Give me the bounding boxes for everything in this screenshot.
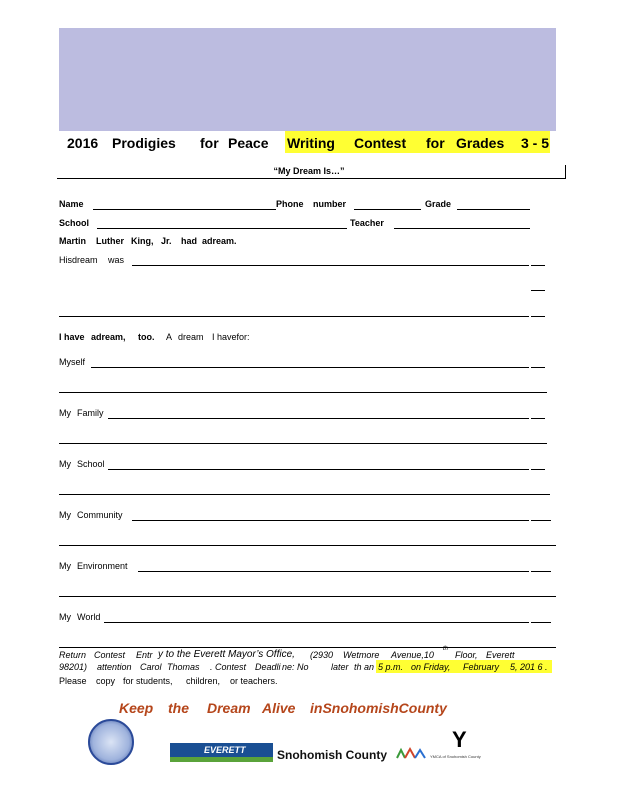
footer-text: later	[331, 662, 349, 672]
section-label-environment: Environment	[77, 561, 128, 571]
deadline-text: 5, 201 6 .	[510, 662, 548, 672]
phone-label: Phone	[276, 199, 304, 209]
section-label-school: School	[77, 459, 105, 469]
title-word: Peace	[228, 135, 269, 151]
school-line[interactable]	[59, 494, 550, 495]
page-title	[59, 131, 556, 153]
footer-text: Please	[59, 676, 87, 686]
intro-word: too.	[138, 332, 155, 342]
family-line[interactable]	[59, 443, 547, 444]
deadline-text: 5 p.m.	[378, 662, 404, 672]
title-word: Prodigies	[112, 135, 176, 151]
line-end	[531, 290, 545, 291]
footer-text: Contest	[94, 650, 126, 660]
intro-word: adream.	[202, 236, 237, 246]
section-label-world: World	[77, 612, 101, 622]
phone-label: number	[313, 199, 347, 209]
section-label-myself: Myself	[59, 357, 86, 367]
section-label-school: My	[59, 459, 71, 469]
name-label: Name	[59, 199, 84, 209]
line-end	[531, 520, 551, 521]
footer-text: Entr	[136, 650, 153, 660]
phone-field[interactable]	[354, 209, 421, 210]
footer-text: Floor,	[455, 650, 478, 660]
slogan-word: Dream	[207, 700, 251, 716]
line-end	[531, 265, 545, 266]
county-houses-icon	[396, 746, 426, 760]
footer-text: ne: No	[282, 662, 309, 672]
footer-text: 98201)	[59, 662, 88, 672]
footer-text: Deadli	[255, 662, 281, 672]
community-line[interactable]	[132, 520, 529, 521]
title-year: 2016	[67, 135, 99, 151]
line-end	[531, 571, 551, 572]
line-end	[531, 418, 545, 419]
everett-logo-stripe	[170, 757, 273, 762]
world-line[interactable]	[104, 622, 529, 623]
footer-text: Avenue,10	[391, 650, 434, 660]
footer-text: th an	[354, 662, 375, 672]
school-line[interactable]	[108, 469, 529, 470]
intro-word: I have	[59, 332, 85, 342]
title-word: Writing	[287, 135, 335, 151]
intro-word: adream,	[91, 332, 126, 342]
section-label-community: Community	[77, 510, 123, 520]
footer-text: for students,	[123, 676, 173, 686]
family-line[interactable]	[108, 418, 529, 419]
myself-line[interactable]	[59, 392, 547, 393]
divider	[565, 165, 566, 179]
deadline-text: February	[463, 662, 500, 672]
intro-word: A	[166, 332, 173, 342]
header-banner	[59, 28, 556, 131]
myself-line[interactable]	[91, 367, 529, 368]
city-seal-logo	[88, 719, 134, 765]
his-dream-label: was	[108, 255, 125, 265]
school-field[interactable]	[97, 228, 347, 229]
section-label-environment: My	[59, 561, 71, 571]
intro-word: King,	[131, 236, 154, 246]
footer-text: . Contest	[210, 662, 247, 672]
footer-text: or teachers.	[230, 676, 278, 686]
slogan-word: inSnohomishCounty	[310, 700, 447, 716]
slogan-word: Keep	[119, 700, 154, 716]
snohomish-county-logo-text: Snohomish County	[277, 748, 387, 762]
ymca-logo-icon: Y	[452, 727, 467, 752]
school-label: School	[59, 218, 90, 228]
footer-text: attention	[97, 662, 132, 672]
environment-line[interactable]	[59, 596, 556, 597]
his-dream-line[interactable]	[132, 265, 529, 266]
line-end	[531, 367, 545, 368]
section-label-family: Family	[77, 408, 104, 418]
footer-text: th	[443, 646, 449, 652]
subtitle: “My Dream Is…”	[273, 166, 345, 176]
section-label-family: My	[59, 408, 71, 418]
footer-text: y to the Everett Mayor’s Office,	[158, 649, 295, 660]
community-line[interactable]	[59, 545, 556, 546]
line-end	[531, 316, 545, 317]
intro-word: Luther	[96, 236, 124, 246]
grade-label: Grade	[425, 199, 452, 209]
footer-text: children,	[186, 676, 221, 686]
footer-text: Wetmore	[343, 650, 380, 660]
divider	[57, 178, 566, 179]
section-label-world: My	[59, 612, 71, 622]
grade-field[interactable]	[457, 209, 530, 210]
intro-word: Martin	[59, 236, 86, 246]
his-dream-label: Hisdream	[59, 255, 98, 265]
title-word: for	[200, 135, 219, 151]
ymca-logo-text: YMCA of Snohomish County	[430, 754, 481, 759]
title-word: Grades	[456, 135, 505, 151]
line-end	[531, 469, 545, 470]
name-field[interactable]	[93, 209, 276, 210]
slogan-word: Alive	[262, 700, 296, 716]
footer-text: (2930	[310, 650, 334, 660]
title-word: for	[426, 135, 445, 151]
intro-word: had	[181, 236, 198, 246]
footer-text: copy	[96, 676, 116, 686]
intro-word: Jr.	[161, 236, 172, 246]
section-label-community: My	[59, 510, 71, 520]
footer-text: Thomas	[167, 662, 200, 672]
teacher-field[interactable]	[394, 228, 530, 229]
environment-line[interactable]	[138, 571, 529, 572]
footer-text: Carol	[140, 662, 162, 672]
world-line[interactable]	[59, 647, 556, 648]
line-end	[531, 622, 551, 623]
intro-word: dream	[178, 332, 204, 342]
title-word: Contest	[354, 135, 407, 151]
his-dream-line[interactable]	[59, 316, 529, 317]
teacher-label: Teacher	[350, 218, 384, 228]
footer-text: Everett	[486, 650, 515, 660]
title-grades: 3 - 5	[521, 135, 550, 151]
slogan-word: the	[168, 700, 189, 716]
deadline-text: on Friday,	[411, 662, 451, 672]
intro-word: I havefor:	[212, 332, 250, 342]
footer-text: Return	[59, 650, 87, 660]
everett-logo-text: EVERETT	[204, 745, 246, 755]
